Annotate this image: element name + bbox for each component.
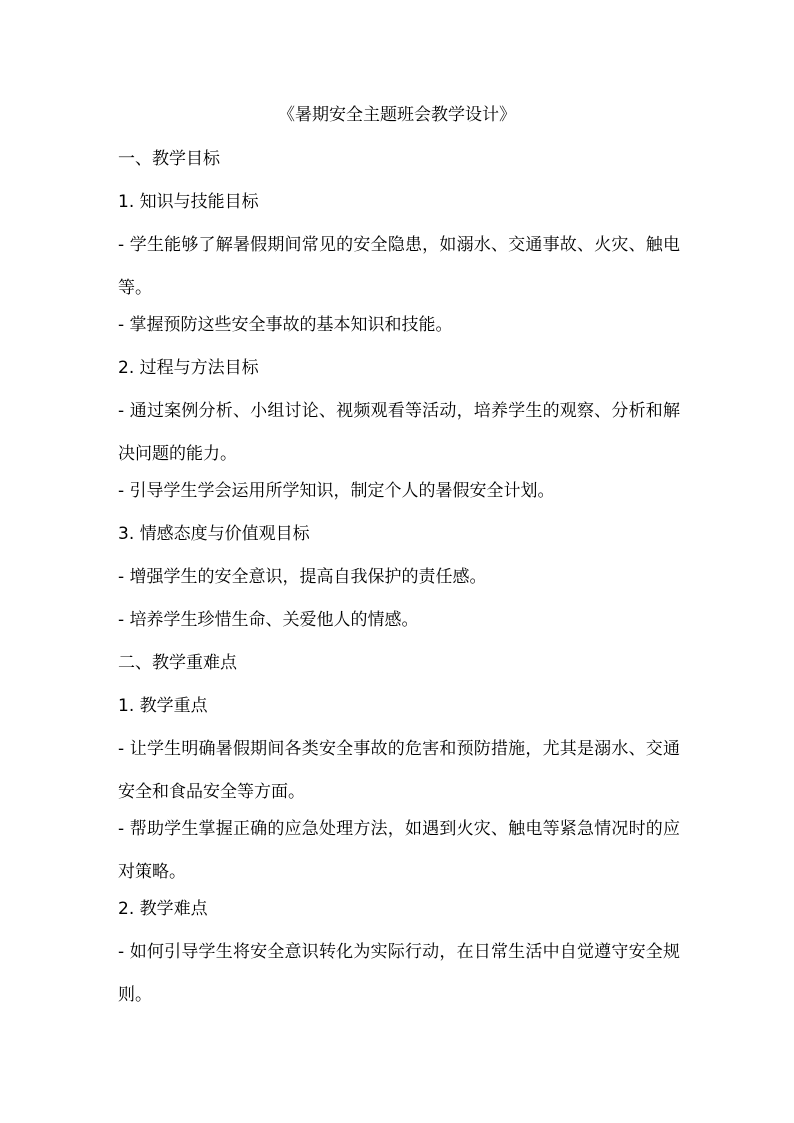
paragraph-knowledge-2: - 掌握预防这些安全事故的基本知识和技能。	[118, 315, 453, 335]
paragraph-focus-1: - 让学生明确暑假期间各类安全事故的危害和预防措施，尤其是溺水、交通安全和食品安全等方面。	[118, 739, 680, 802]
subheading-focus: 1. 教学重点	[118, 696, 208, 716]
paragraph-process-1: - 通过案例分析、小组讨论、视频观看等活动，培养学生的观察、分析和解决问题的能力。	[118, 401, 680, 464]
paragraph-emotion-2: - 培养学生珍惜生命、关爱他人的情感。	[118, 610, 419, 630]
paragraph-knowledge-1: - 学生能够了解暑假期间常见的安全隐患，如溺水、交通事故、火灾、触电等。	[118, 235, 680, 298]
paragraph-focus-2: - 帮助学生掌握正确的应急处理方法，如遇到火灾、触电等紧急情况时的应对策略。	[118, 819, 680, 882]
section-heading-key-points: 二、教学重难点	[118, 653, 237, 673]
paragraph-difficulty-1: - 如何引导学生将安全意识转化为实际行动，在日常生活中自觉遵守安全规则。	[118, 942, 680, 1005]
paragraph-emotion-1: - 增强学生的安全意识，提高自我保护的责任感。	[118, 567, 487, 587]
subheading-emotion: 3. 情感态度与价值观目标	[118, 524, 310, 544]
paragraph-process-2: - 引导学生学会运用所学知识，制定个人的暑假安全计划。	[118, 481, 555, 501]
section-heading-objectives: 一、教学目标	[118, 149, 220, 169]
document-body	[118, 145, 680, 1025]
document-title: 《暑期安全主题班会教学设计》	[278, 105, 516, 125]
subheading-process: 2. 过程与方法目标	[118, 358, 259, 378]
subheading-knowledge: 1. 知识与技能目标	[118, 192, 259, 212]
subheading-difficulty: 2. 教学难点	[118, 899, 208, 919]
